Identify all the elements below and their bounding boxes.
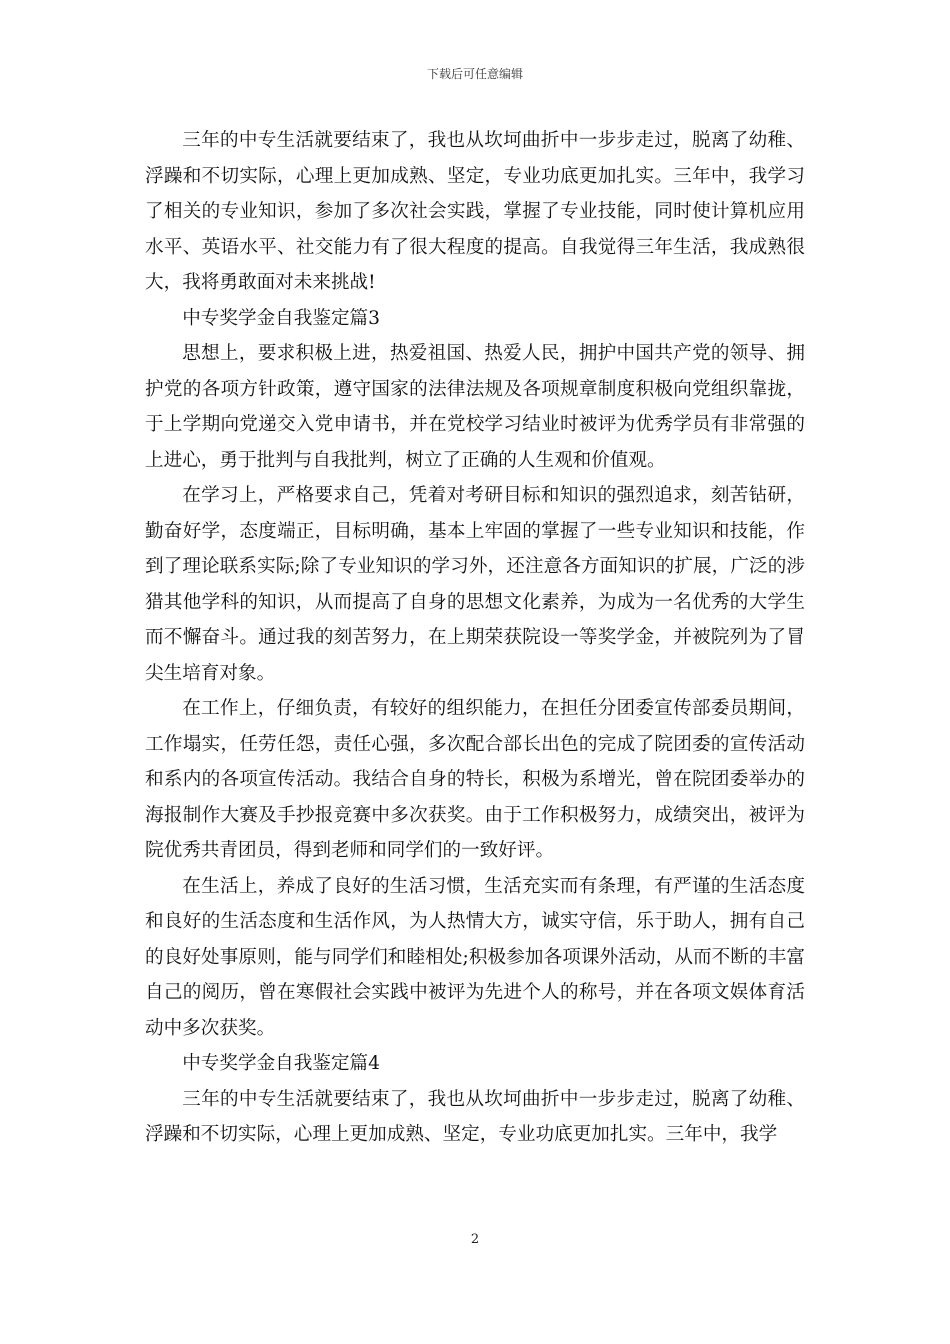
- section-heading-3: 中专奖学金自我鉴定篇3: [182, 307, 380, 329]
- paragraph-2: 思想上，要求积极上进，热爱祖国、热爱人民，拥护中国共产党的领导、拥护党的各项方针政策，遵守国家的法律法规及各项规章制度积极向党组织靠拢，于上学期向党递交入党申请书，并在党校学习结业时被评为优秀学员有非常强的上进心，勇于批判与自我批判，树立了正确的人生观和价值观。: [145, 343, 805, 471]
- page-number: 2: [470, 1232, 480, 1247]
- paragraph-6: 三年的中专生活就要结束了，我也从坎坷曲折中一步步走过，脱离了幼稚、浮躁和不切实际，心理上更加成熟、坚定，专业功底更加扎实。三年中，我学: [145, 1088, 805, 1145]
- paragraph-1: 三年的中专生活就要结束了，我也从坎坷曲折中一步步走过，脱离了幼稚、浮躁和不切实际，心理上更加成熟、坚定，专业功底更加扎实。三年中，我学习了相关的专业知识，参加了多次社会实践，掌握了专业技能，同时使计算机应用水平、英语水平、社交能力有了很大程度的提高。自我觉得三年生活，我成熟很大，我将勇敢面对未来挑战!: [145, 130, 805, 293]
- page-header: 下载后可任意编辑: [426, 67, 523, 81]
- document-body: [145, 123, 805, 1153]
- paragraph-4: 在工作上，仔细负责，有较好的组织能力，在担任分团委宣传部委员期间，工作塌实，任劳任怨，责任心强，多次配合部长出色的完成了院团委的宣传活动和系内的各项宣传活动。我结合自身的特长，积极为系增光，曾在院团委举办的海报制作大赛及手抄报竞赛中多次获奖。由于工作积极努力，成绩突出，被评为院优秀共青团员，得到老师和同学们的一致好评。: [145, 698, 805, 861]
- section-heading-4: 中专奖学金自我鉴定篇4: [182, 1053, 380, 1074]
- paragraph-3: 在学习上，严格要求自己，凭着对考研目标和知识的强烈追求，刻苦钻研，勤奋好学，态度端正，目标明确，基本上牢固的掌握了一些专业知识和技能，作到了理论联系实际;除了专业知识的学习外，还注意各方面知识的扩展，广泛的涉猎其他学科的知识，从而提高了自身的思想文化素养，为成为一名优秀的大学生而不懈奋斗。通过我的刻苦努力，在上期荣获院设一等奖学金，并被院列为了冒尖生培育对象。: [145, 485, 805, 684]
- paragraph-5: 在生活上，养成了良好的生活习惯，生活充实而有条理，有严谨的生活态度和良好的生活态度和生活作风，为人热情大方，诚实守信，乐于助人，拥有自己的良好处事原则，能与同学们和睦相处;积极参加各项课外活动，从而不断的丰富自己的阅历，曾在寒假社会实践中被评为先进个人的称号，并在各项文娱体育活动中多次获奖。: [145, 875, 805, 1039]
